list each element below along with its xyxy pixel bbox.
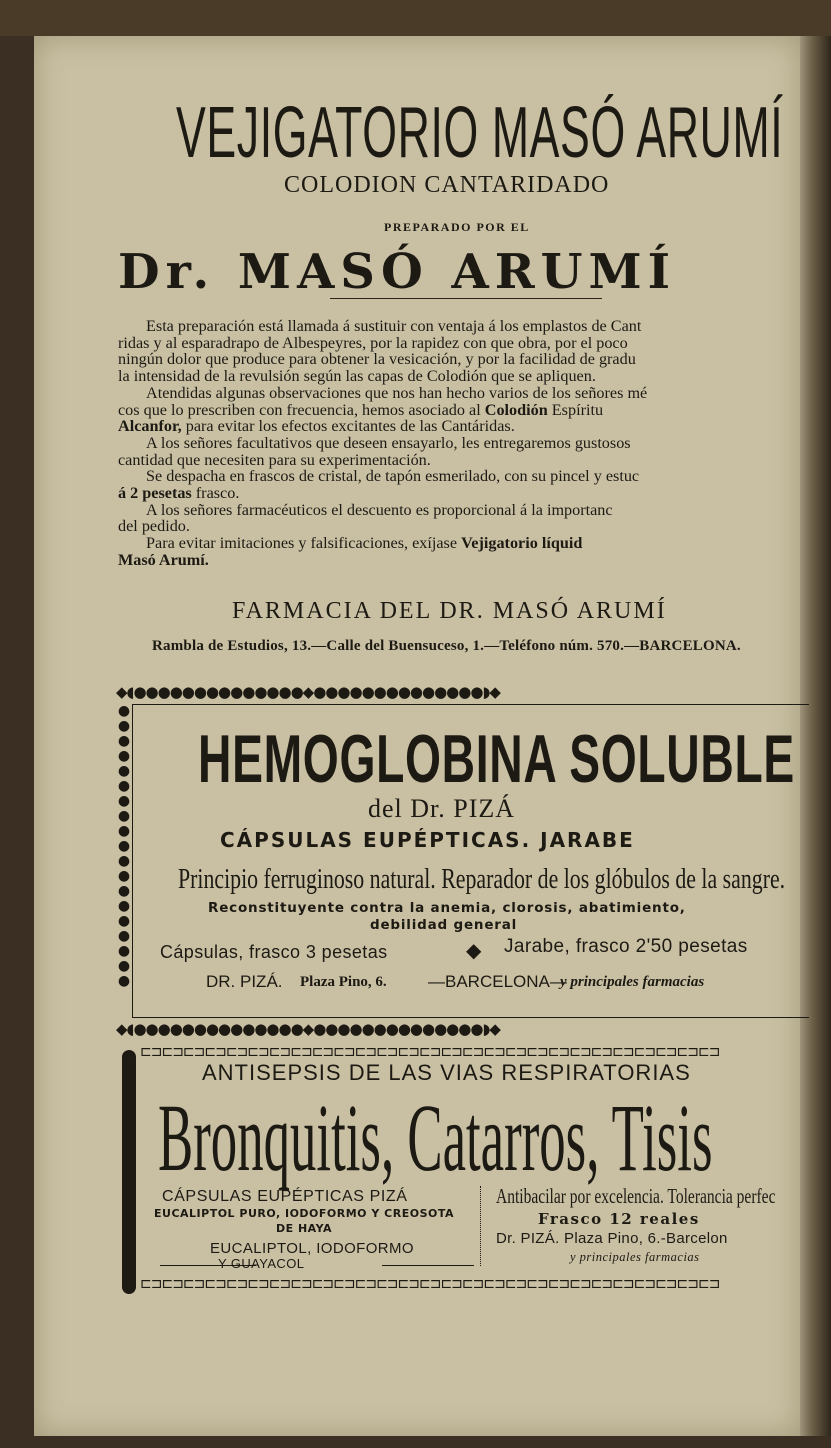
ad3-antisepsis: ANTISEPSIS DE LAS VIAS RESPIRATORIAS [202,1060,691,1085]
body-line [118,552,808,569]
ad1-preparado: PREPARADO POR EL [384,220,530,234]
body-line: Se despacha en frascos de cristal, de tapón esmerilado, con su pincel y estuc [146,467,640,486]
ad1-title: VEJIGATORIO MASÓ ARUMÍ [176,93,784,173]
body-line [118,485,808,502]
ad2-barcelona: —BARCELONA— [428,972,567,991]
text-span: cos que lo prescriben con frecuencia, hemos asociado al [118,400,485,419]
rule [382,1265,474,1266]
body-line: A los señores farmacéuticos el descuento es proporcional á la importanc [146,500,613,519]
ad3-guayacol: Y GUAYACOL [218,1256,305,1271]
ad2-doctor: del Dr. PIZÁ [368,794,516,823]
ad3-side-bar [122,1050,136,1294]
ornament-column: ●●●●●●●●●●●●●●●●●●● [117,704,131,989]
ad2-plaza: Plaza Pino, 6. [300,974,387,990]
ad1-body [118,318,808,569]
greek-key-border-bottom: ⊏⊐⊏⊐⊏⊐⊏⊐⊏⊐⊏⊐⊏⊐⊏⊐⊏⊐⊏⊐⊏⊐⊏⊐⊏⊐⊏⊐⊏⊐⊏⊐⊏⊐⊏⊐⊏⊐⊏⊐⊏⊐⊏⊐⊏⊐⊏⊐⊏⊐⊏⊐⊏⊐ [140,1276,720,1290]
diamond-icon: ◆ [466,940,482,962]
bold-term: Vejigatorio líquid [461,534,583,553]
body-line: la intensidad de la revulsión según las capas de Colodión que se apliquen. [118,367,596,386]
ad3-antibacilar: Antibacilar por excelencia. Tolerancia perfec [496,1184,776,1208]
body-line: A los señores facultativos que deseen ensayarlo, les entregaremos gustosos [146,433,631,452]
ad3-capsulas: CÁPSULAS EUPÉPTICAS PIZÁ [162,1188,408,1205]
ad2-reconstituyente: Reconstituyente contra la anemia, clorosis, abatimiento, [208,900,686,916]
ad2-capsulas: CÁPSULAS EUPÉPTICAS. JARABE [220,828,635,852]
body-line: Esta preparación está llamada á sustituir con ventaja á los emplastos de Cant [146,317,642,335]
ad1-farmacia: FARMACIA DEL DR. MASÓ ARUMÍ [232,598,667,624]
bold-term: Alcanfor, [118,417,182,436]
text-span: Espíritu [547,400,604,419]
ad2-principio: Principio ferruginoso natural. Reparador de los glóbulos de la sangre. [178,864,786,895]
text-span: frasco. [191,484,240,503]
body-line: Atendidas algunas observaciones que nos han hecho varios de los señores mé [146,383,648,402]
ad3-frasco: Frasco 12 reales [538,1210,700,1228]
body-line: ridas y al esparadrapo de Albespeyres, por la rapidez con que obra, por el poco [118,333,628,352]
ornament-row-top: ◆◖●●●●●●●●●●●●●●◆●●●●●●●●●●●●●●◗◆ [116,683,500,699]
ad2-title: HEMOGLOBINA SOLUBLE [198,721,795,797]
bold-term: Colodión [484,400,548,419]
ad3-drpiza: Dr. PIZÁ. Plaza Pino, 6.-Barcelon [496,1230,728,1247]
ad3-principales: y principales farmacias [570,1250,700,1264]
ad2-debilidad: debilidad general [370,917,518,933]
ad3-eucaliptol-puro: EUCALIPTOL PURO, IODOFORMO Y CREOSOTA [154,1207,454,1220]
text-span: Para evitar imitaciones y falsificaciones, exíjase [146,534,462,553]
body-line [118,418,808,435]
divider [330,298,602,299]
ornament-row-bottom: ◆◖●●●●●●●●●●●●●●◆●●●●●●●●●●●●●●◗◆ [116,1020,500,1036]
ad2-jarabe-price: Jarabe, frasco 2'50 pesetas [504,936,748,957]
bold-term: á 2 pesetas [118,484,192,503]
ad2-capsulas-price: Cápsulas, frasco 3 pesetas [160,942,388,962]
body-line: cantidad que necesiten para su experimentación. [118,450,431,469]
ad3-eucaliptol: EUCALIPTOL, IODOFORMO [210,1240,414,1257]
bold-term: Masó Arumí. [118,550,209,569]
scan-top-border [0,0,831,36]
body-line [118,402,808,419]
column-divider [480,1186,481,1266]
greek-key-border-top: ⊏⊐⊏⊐⊏⊐⊏⊐⊏⊐⊏⊐⊏⊐⊏⊐⊏⊐⊏⊐⊏⊐⊏⊐⊏⊐⊏⊐⊏⊐⊏⊐⊏⊐⊏⊐⊏⊐⊏⊐⊏⊐⊏⊐⊏⊐⊏⊐⊏⊐⊏⊐⊏⊐ [140,1044,720,1058]
body-line [118,535,808,552]
ad2-drpiza: DR. PIZÁ. [206,972,283,991]
ad3-de-haya: DE HAYA [276,1222,333,1235]
text-span: para evitar los efectos excitantes de las Cantáridas. [181,417,515,436]
ad1-doctor: Dr. MASÓ ARUMÍ [118,244,677,300]
body-line: del pedido. [118,517,190,536]
body-line: ningún dolor que produce para obtener la vesicación, y por la facilidad de gradu [118,350,636,369]
ad2-principales: y principales farmacias [560,974,705,990]
ad3-title: Bronquitis, Catarros, Tisis [158,1084,713,1191]
ad1-subtitle: COLODION CANTARIDADO [284,172,610,198]
ad1-address: Rambla de Estudios, 13.—Calle del Buensuceso, 1.—Teléfono núm. 570.—BARCELONA. [152,638,741,654]
